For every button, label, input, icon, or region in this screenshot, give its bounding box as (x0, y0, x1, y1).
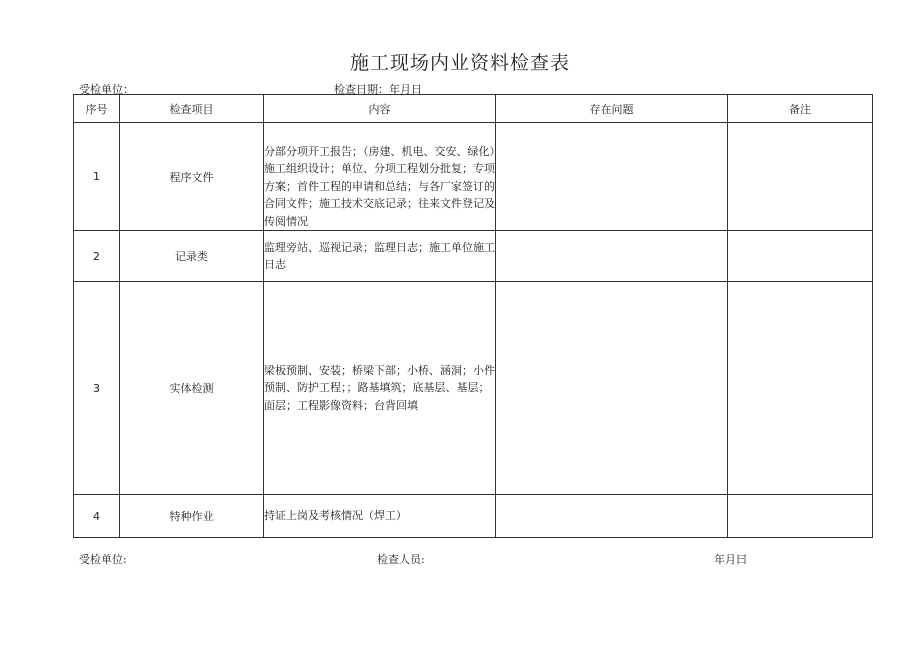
inspected-unit-label: 受检单位： (79, 83, 134, 96)
header-item: 检查项目 (120, 95, 264, 123)
row-remarks-cell[interactable] (728, 123, 873, 231)
table-row (74, 231, 873, 282)
row-remarks-cell[interactable] (728, 231, 873, 282)
table-row (74, 282, 873, 495)
row-item: 实体检测 (120, 282, 264, 495)
row-issues-cell[interactable] (496, 495, 728, 538)
table-row (74, 495, 873, 538)
row-content: 分部分项开工报告；（房建、机电、交安、绿化）施工组织设计；单位、分项工程划分批复；专项方案；首件工程的申请和总结；与各厂家签订的合同文件；施工技术交底记录；往来文件登记及传阅情况 (264, 123, 496, 231)
row-item: 记录类 (120, 231, 264, 282)
table-row (74, 123, 873, 231)
footer-date: 年月曰 (714, 553, 747, 566)
row-number: 2 (74, 231, 120, 282)
header-issues: 存在问题 (496, 95, 728, 123)
footer-inspected-unit: 受检单位: (79, 553, 127, 566)
row-content: 持证上岗及考核情况（焊工） (264, 495, 496, 538)
header-no: 序号 (74, 95, 120, 123)
row-content: 监理旁站、巡视记录；监理日志；施工单位施工日志 (264, 231, 496, 282)
row-item: 程序文件 (120, 123, 264, 231)
inspection-date-label: 检查日期：年月日 (334, 83, 422, 96)
inspection-table (73, 94, 873, 538)
row-content: 梁板预制、安装；桥梁下部；小桥、涵洞；小件预制、防护工程；；路基填筑；底基层、基层；面层；工程影像资料；台背回填 (264, 282, 496, 495)
row-remarks-cell[interactable] (728, 495, 873, 538)
row-issues-cell[interactable] (496, 123, 728, 231)
table-header-row (74, 95, 873, 123)
row-issues-cell[interactable] (496, 231, 728, 282)
header-content: 内容 (264, 95, 496, 123)
header-remarks: 备注 (728, 95, 873, 123)
row-number: 1 (74, 123, 120, 231)
row-number: 4 (74, 495, 120, 538)
row-remarks-cell[interactable] (728, 282, 873, 495)
page-title: 施工现场内业资料检查表 (349, 52, 570, 74)
footer-inspector: 检查人员: (377, 553, 425, 566)
row-issues-cell[interactable] (496, 282, 728, 495)
row-item: 特种作业 (120, 495, 264, 538)
row-number: 3 (74, 282, 120, 495)
